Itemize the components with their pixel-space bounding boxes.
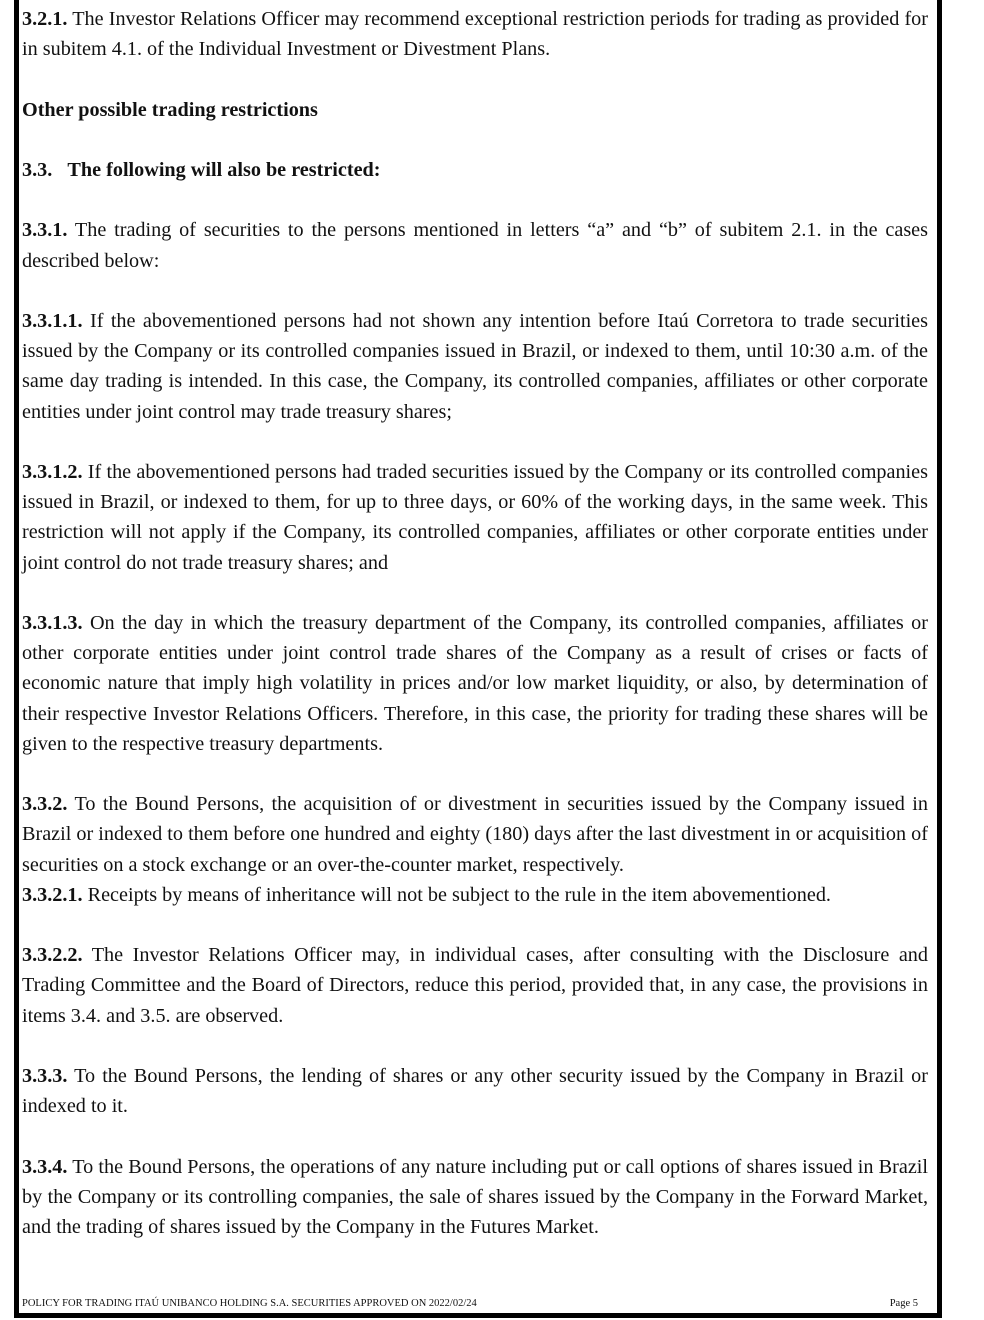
footer-title: POLICY FOR TRADING ITAÚ UNIBANCO HOLDING S.A. SECURITIES APPROVED ON 2022/02/24 <box>22 1298 477 1309</box>
item-number: 3.3.2.2. <box>22 944 83 967</box>
paragraph-text: To the Bound Persons, the acquisition of or divestment in securities issued by the Company issued in Brazil or indexed to them before one hundred and eighty (180) days after the last divestment in or acquisition of securities on a stock exchange or an over-the-counter market, respectively. <box>22 793 928 876</box>
paragraph-3-3-2-2 <box>22 940 928 1031</box>
item-number: 3.3.1.1. <box>22 309 83 332</box>
paragraph-3-2-1 <box>22 4 928 64</box>
paragraph-text: The Investor Relations Officer may, in individual cases, after consulting with the Disclosure and Trading Committee and the Board of Directors, reduce this period, provided that, in any case, the provisions in items 3.4. and 3.5. are observed. <box>22 944 928 1027</box>
paragraph-3-3-2 <box>22 789 928 880</box>
paragraph-text: Receipts by means of inheritance will not be subject to the rule in the item abovementioned. <box>87 883 831 906</box>
page-footer <box>22 1298 918 1309</box>
paragraph-3-3-2-1 <box>22 880 928 910</box>
item-number: 3.3.3. <box>22 1064 68 1087</box>
paragraph-3-3-1 <box>22 215 928 275</box>
paragraph-text: On the day in which the treasury department of the Company, its controlled companies, affiliates or other corporate entities under joint control trade shares of the Company as a result of crises or facts of economic nature that imply high volatility in prices and/or low market liquidity, or also, by determination of their respective Investor Relations Officers. Therefore, in this case, the priority for trading these shares will be given to the respective treasury departments. <box>22 611 929 755</box>
item-number: 3.3.1. <box>22 219 68 242</box>
heading-3-3 <box>22 155 928 185</box>
page-number: Page 5 <box>889 1298 918 1309</box>
paragraph-3-3-3 <box>22 1061 928 1121</box>
item-number: 3.3.1.2. <box>22 460 83 483</box>
paragraph-text: If the abovementioned persons had not shown any intention before Itaú Corretora to trade securities issued by the Company or its controlled companies issued in Brazil, or indexed to them, until 10:30 a.m. of the same day trading is intended. In this case, the Company, its controlled companies, affiliates or other corporate entities under joint control may trade treasury shares; <box>22 309 928 423</box>
paragraph-text: To the Bound Persons, the lending of shares or any other security issued by the Company in Brazil or indexed to it. <box>22 1064 928 1118</box>
paragraph-text: The trading of securities to the persons mentioned in letters “a” and “b” of subitem 2.1. in the cases described below: <box>22 219 928 272</box>
paragraph-3-3-1-1 <box>22 306 928 427</box>
item-number: 3.3.4. <box>22 1155 68 1178</box>
paragraph-text: The Investor Relations Officer may recommend exceptional restriction periods for trading as provided for in subitem 4.1. of the Individual Investment or Divestment Plans. <box>22 8 928 61</box>
paragraph-3-3-1-3 <box>22 608 928 759</box>
item-number: 3.3.2. <box>22 793 68 816</box>
paragraph-3-3-4 <box>22 1152 928 1243</box>
item-number: 3.3.2.1. <box>22 883 83 906</box>
item-number: 3.3. <box>22 158 53 181</box>
paragraph-text: If the abovementioned persons had traded securities issued by the Company or its controlled companies issued in Brazil, or indexed to them, for up to three days, or 60% of the working days, in the same week. This restriction will not apply if the Company, its controlled companies, affiliates or other corporate entities under joint control do not trade treasury shares; and <box>22 460 928 574</box>
document-body <box>22 4 928 1242</box>
paragraph-3-3-1-2 <box>22 457 928 578</box>
paragraph-text: To the Bound Persons, the operations of any nature including put or call options of shares issued in Brazil by the Company or its controlling companies, the sale of shares issued by the Company in the Forward Market, and the trading of shares issued by the Company in the Futures Market. <box>22 1155 929 1238</box>
item-number: 3.3.1.3. <box>22 611 83 634</box>
heading-text: The following will also be restricted: <box>67 158 381 181</box>
section-heading: Other possible trading restrictions <box>22 98 318 121</box>
item-number: 3.2.1. <box>22 8 68 30</box>
